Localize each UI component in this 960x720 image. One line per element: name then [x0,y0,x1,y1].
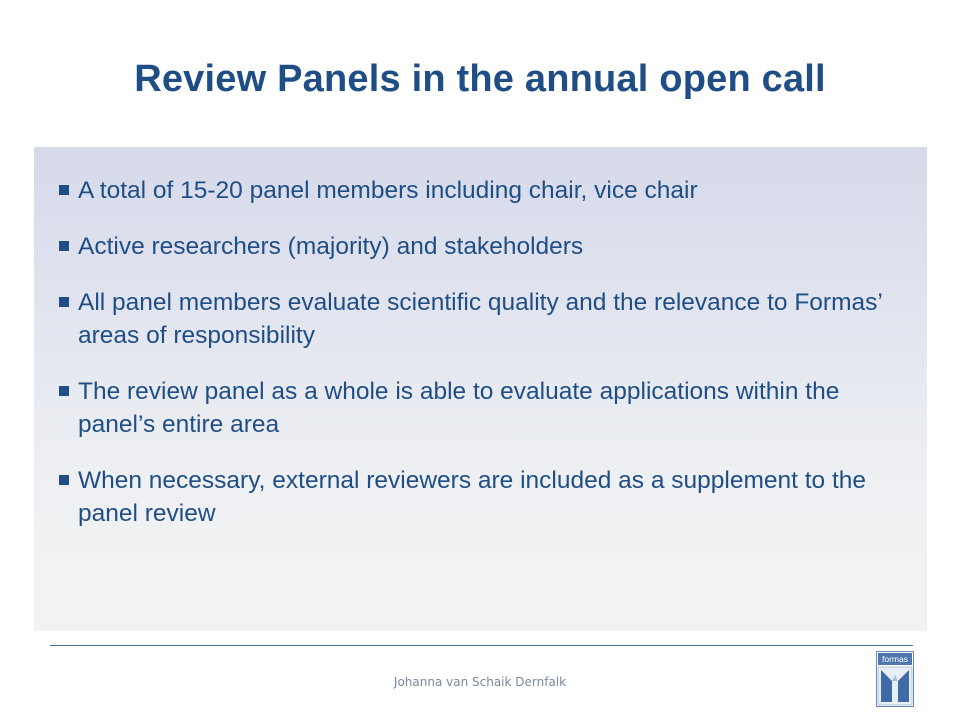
logo-text: formas [882,654,908,664]
square-bullet-icon [59,297,69,307]
bullet-item [58,464,898,530]
square-bullet-icon [59,475,69,485]
bullet-item [58,375,898,441]
slide-title: Review Panels in the annual open call [134,58,826,100]
bullet-text: All panel members evaluate scientific quality and the relevance to Formas’ areas of responsibility [78,289,882,349]
bullet-item [58,286,898,352]
square-bullet-icon [59,241,69,251]
bullet-list [58,174,898,553]
footer-author: Johanna van Schaik Dernfalk [393,675,567,689]
square-bullet-icon [59,185,69,195]
footer-divider [50,645,913,646]
square-bullet-icon [59,386,69,396]
bullet-item [58,174,898,207]
bullet-text: A total of 15-20 panel members including chair, vice chair [78,177,698,204]
bullet-item [58,230,898,263]
formas-logo-icon [876,651,914,707]
bullet-text: Active researchers (majority) and stakeholders [78,233,584,260]
bullet-text: When necessary, external reviewers are included as a supplement to the panel review [78,467,867,527]
bullet-text: The review panel as a whole is able to evaluate applications within the panel’s entire area [78,378,840,438]
